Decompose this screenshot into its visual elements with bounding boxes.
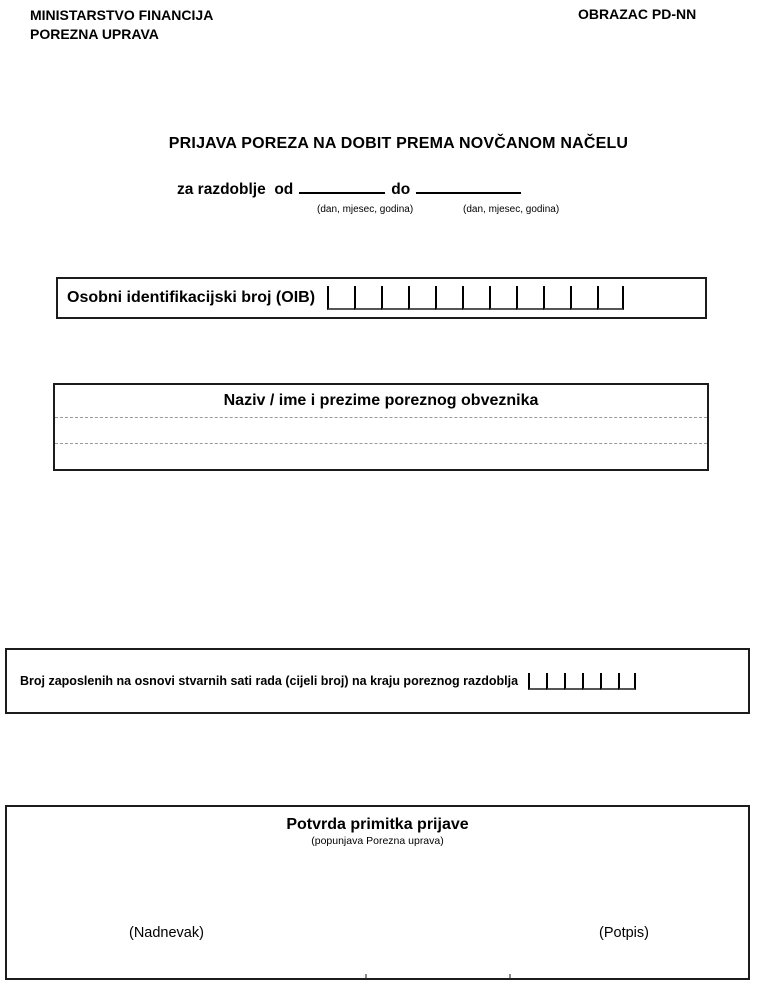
employees-digit-cell[interactable] — [600, 673, 618, 690]
form-code: OBRAZAC PD-NN — [578, 6, 697, 22]
oib-digit-cell[interactable] — [489, 286, 516, 310]
period-prefix-label: za razdoblje od — [177, 181, 294, 198]
form-title: PRIJAVA POREZA NA DOBIT PREMA NOVČANOM NAČELU — [168, 135, 629, 152]
employees-digit-cell[interactable] — [582, 673, 600, 690]
period-row — [177, 179, 521, 199]
oib-input[interactable] — [327, 286, 624, 310]
oib-digit-cell[interactable] — [543, 286, 570, 310]
oib-section — [56, 277, 707, 319]
oib-digit-cell[interactable] — [435, 286, 462, 310]
employees-digit-cell[interactable] — [564, 673, 582, 690]
period-from-hint: (dan, mjesec, godina) — [317, 204, 414, 215]
grid-tick-mark — [509, 974, 511, 978]
employees-digit-cell[interactable] — [528, 673, 546, 690]
taxpayer-name-line2-input[interactable] — [55, 444, 707, 469]
receipt-date-label: (Nadnevak) — [129, 925, 204, 941]
oib-digit-cell[interactable] — [327, 286, 354, 310]
oib-digit-cell[interactable] — [570, 286, 597, 310]
period-from-input[interactable] — [299, 179, 385, 194]
taxpayer-section — [53, 383, 709, 471]
oib-digit-cell[interactable] — [408, 286, 435, 310]
receipt-section — [5, 805, 750, 980]
receipt-signature-label: (Potpis) — [599, 925, 649, 941]
receipt-title: Potvrda primitka prijave — [286, 816, 469, 833]
oib-digit-cell[interactable] — [462, 286, 489, 310]
period-to-input[interactable] — [416, 179, 521, 194]
grid-tick-mark — [365, 974, 367, 978]
oib-digit-cell[interactable] — [381, 286, 408, 310]
employees-digit-cell[interactable] — [546, 673, 564, 690]
employees-count-input[interactable] — [528, 673, 636, 690]
period-to-hint: (dan, mjesec, godina) — [463, 204, 560, 215]
period-separator-label: do — [391, 181, 411, 198]
oib-digit-cell[interactable] — [597, 286, 624, 310]
ministry-name: MINISTARSTVO FINANCIJA — [30, 7, 214, 23]
oib-digit-cell[interactable] — [354, 286, 381, 310]
employees-section — [5, 648, 750, 714]
oib-digit-cell[interactable] — [516, 286, 543, 310]
oib-label: Osobni identifikacijski broj (OIB) — [67, 289, 316, 306]
taxpayer-label: Naziv / ime i prezime poreznog obveznika — [55, 385, 707, 418]
receipt-stamp-area[interactable] — [67, 857, 692, 917]
issuer-header — [30, 6, 213, 44]
receipt-subtitle: (popunjava Porezna uprava) — [311, 835, 444, 847]
employees-digit-cell[interactable] — [618, 673, 636, 690]
tax-administration-name: POREZNA UPRAVA — [30, 26, 159, 42]
taxpayer-name-line1-input[interactable] — [55, 418, 707, 444]
employees-label: Broj zaposlenih na osnovi stvarnih sati rada (cijeli broj) na kraju poreznog razdoblja — [20, 674, 519, 688]
